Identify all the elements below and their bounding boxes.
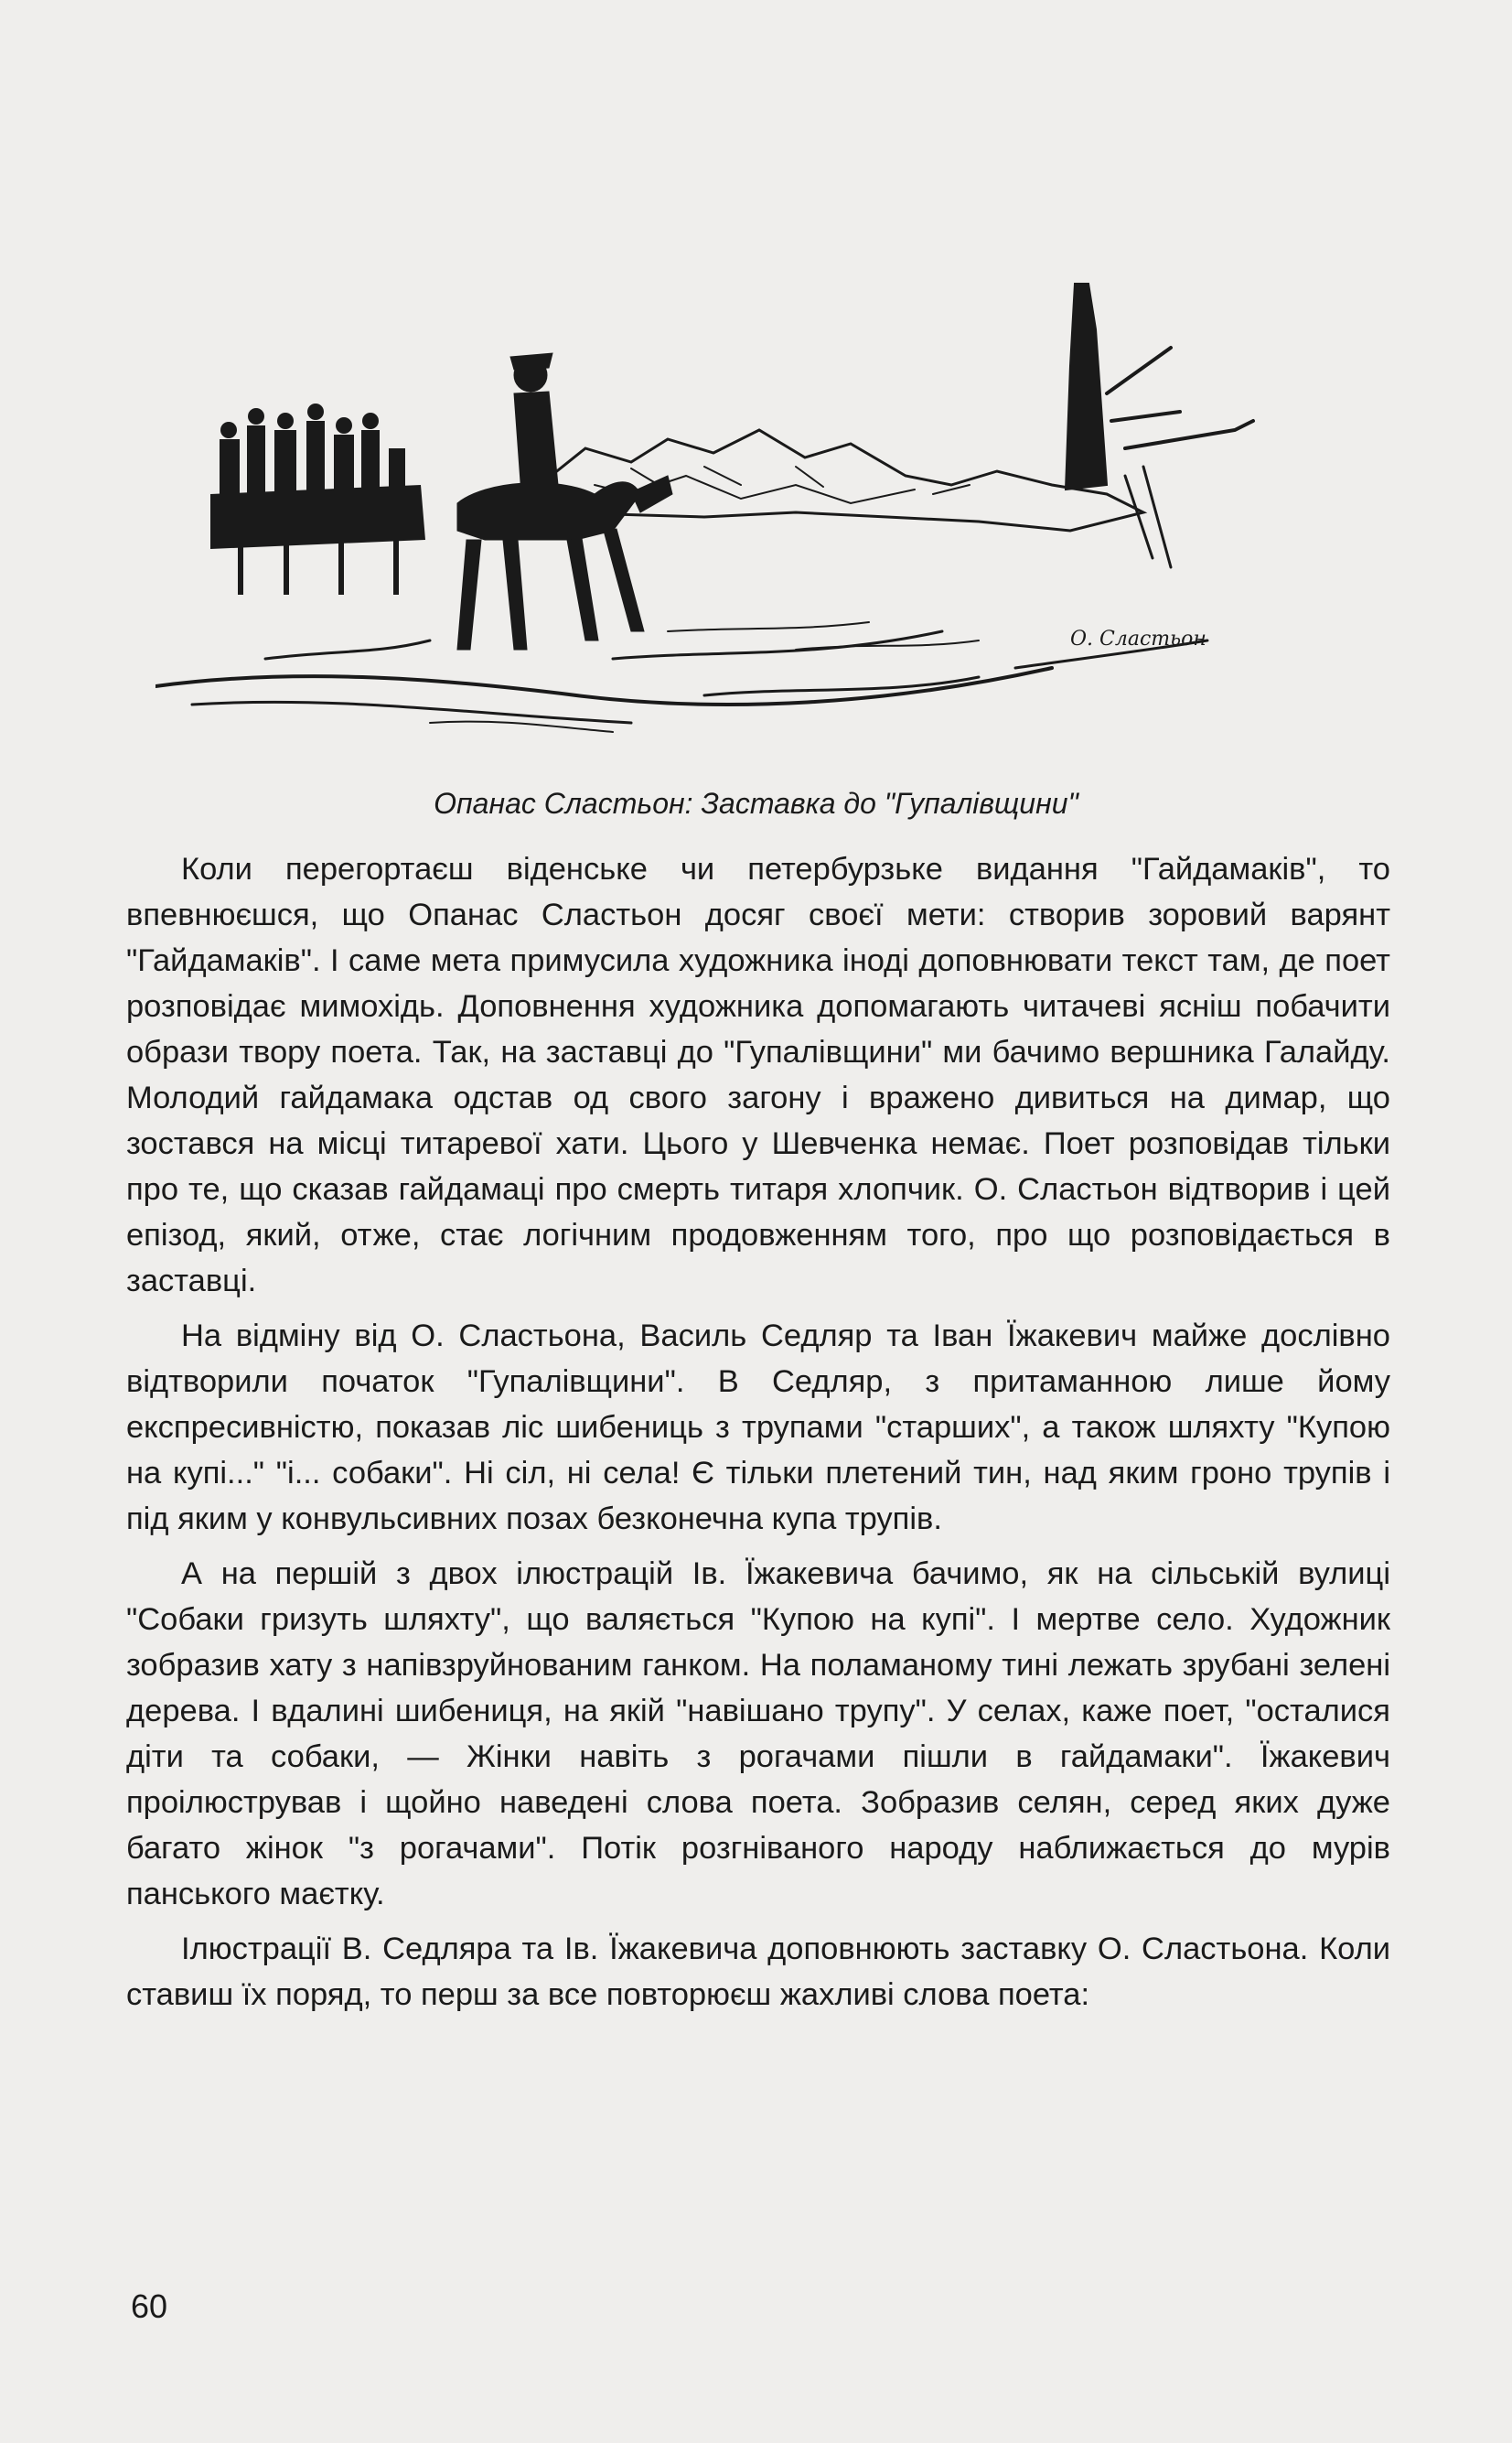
paragraph: Коли перегортаєш віденське чи петербурзьке видання "Гайдамаків", то впевнюєшся, що Опанас Сластьон досяг своєї мети: створив зоровий варянт "Гайдамаків". І саме мета примусила художника іноді доповнювати текст там, де поет розповідає мимохідь. Доповнення художника допомагають читачеві ясніш побачити образи твору поета. Так, на заставці до "Гупалівщини" ми бачимо вершника Галайду. Молодий гайдамака одстав од свого загону і вражено дивиться на димар, що зостався на місці титаревої хати. Цього у Шевченка немає. Поет розповідав тільки про те, що сказав гайдамаці про смерть титаря хлопчик. О. Сластьон відтворив і цей епізод, який, отже, стає логічним продовженням того, про що розповідається в заставці.: [126, 852, 1390, 1298]
illustration-rider-and-ruins: [155, 265, 1335, 741]
paragraph: Ілюстрації В. Седляра та Ів. Їжакевича доповнюють заставку О. Сластьона. Коли ставиш їх поряд, то перш за все повторюєш жахливі слова поета:: [126, 1932, 1390, 2012]
paragraph: На відміну від О. Сластьона, Василь Седляр та Іван Їжакевич майже дослівно відтворили початок "Гупалівщини". В Седляр, з притаманною лише йому експресивністю, показав ліс шибениць з трупами "старших", а також шляхту "Купою на купі..." "і... собаки". Ні сіл, ні села! Є тільки плетений тин, над яким гроно трупів і під яким у конвульсивних позах безконечна купа трупів.: [126, 1318, 1390, 1536]
page-number: 60: [131, 2287, 168, 2325]
paragraph: А на першій з двох ілюстрацій Ів. Їжакевича бачимо, як на сільській вулиці "Собаки гризуть шляхту", що валяється "Купою на купі". І мертве село. Художник зобразив хату з напівзруйнованим ганком. На поламаному тині лежать зрубані зелені дерева. І вдалині шибениця, на якій "навішано трупу". У селах, каже поет, "осталися діти та собаки, — Жінки навіть з рогачами пішли в гайдамаки". Їжакевич проілюстрував і щойно наведені слова поета. Зобразив селян, серед яких дуже багато жінок "з рогачами". Потік розгніваного народу наближається до мурів панського маєтку.: [126, 1556, 1390, 1911]
figure-caption: Опанас Сластьон: Заставка до "Гупалівщини": [434, 787, 1078, 820]
body-text: [126, 846, 1390, 2027]
artist-signature: О. Сластьон: [1070, 628, 1206, 651]
